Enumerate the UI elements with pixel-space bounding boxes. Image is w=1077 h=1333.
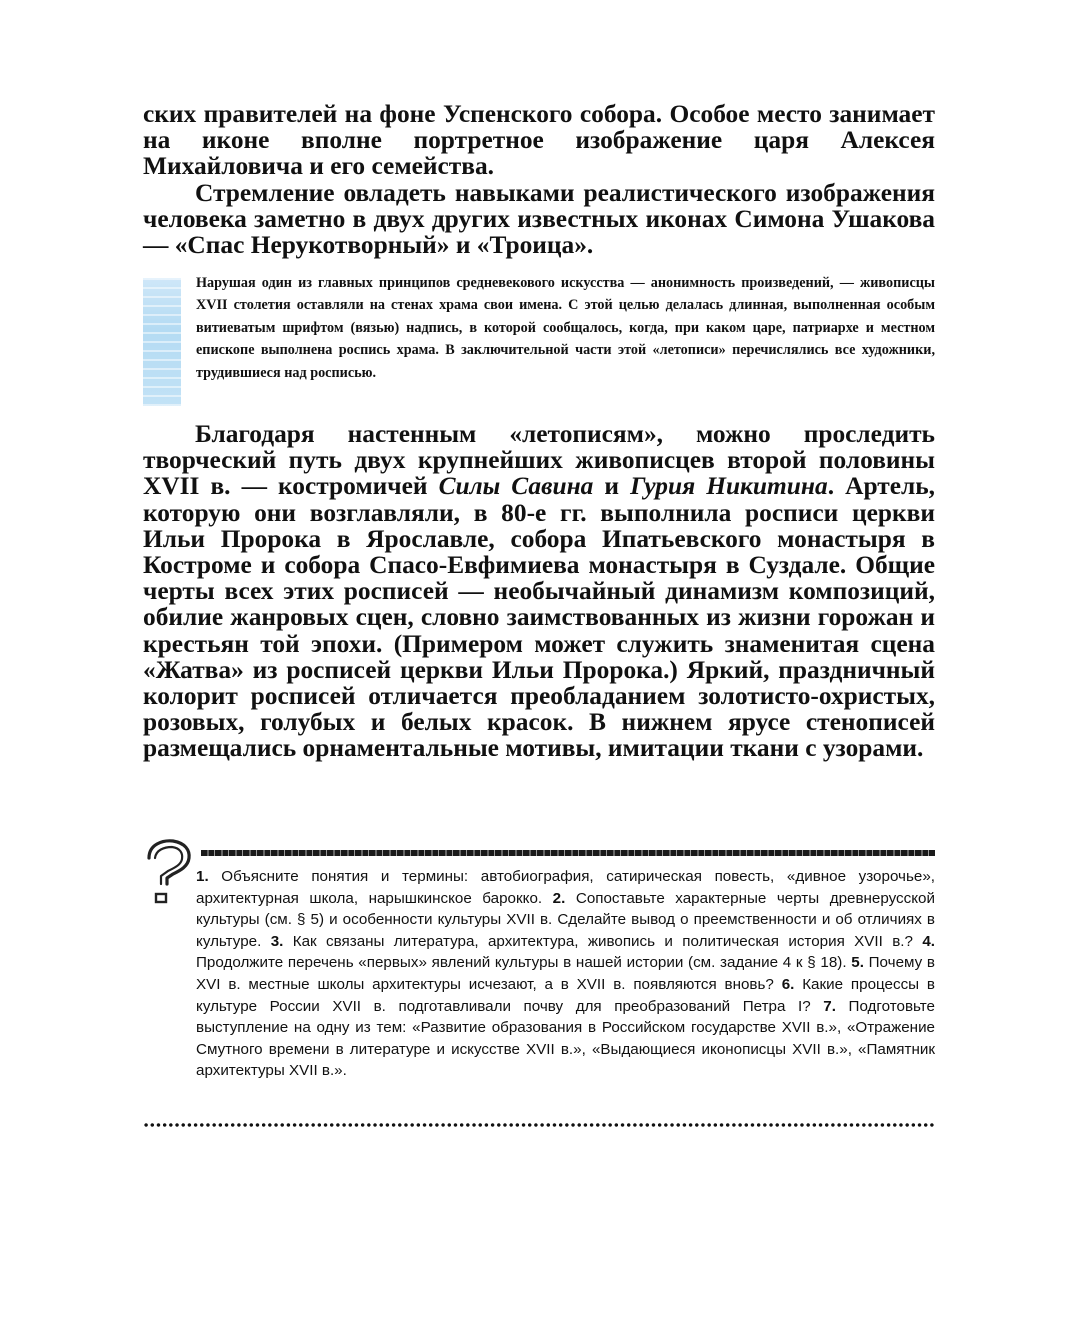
question-text: Какие процессы в культуре России XVII в. подготавливали почву для преобразований Петра I? [196,975,935,1015]
paragraph-continuation: ских правителей на фоне Успенского собора. Особое место занимает на иконе вполне портретное изображение царя Алексея Михайловича и его семейства. [143,100,935,181]
text-block-main [143,421,935,762]
note-text: Нарушая один из главных принципов средневекового искусства — анонимность произведений, — живописцы XVII столетия оставляли на стенах храма свои имена. С этой целью делалась длинная, выполненная особым витиеватым шрифтом (вязью) надпись, в которой сообщалось, когда, при каком царе, патриархе и местном епископе выполнена роспись храма. В заключительной части этой «летописи» перечислялись все художники, трудившиеся над росписью. [196,275,935,381]
painter-name-savin: Силы Савина [438,472,594,501]
question-number: 6. [781,975,795,993]
question-text: Почему в XVI в. местные школы архитектуры исчезают, а в XVII в. появляются вновь? [196,954,935,993]
question-number: 3. [270,932,284,950]
question-number: 4. [922,932,935,950]
question-text: Как связаны литература, архитектура, живопись и политическая история XVII в.? [283,932,923,950]
question-number: 7. [823,997,836,1015]
question-text: Подготовьте выступление на одну из тем: «Развитие образования в Российском государстве XVII в.», «Отражение Смутного времени в литературе и искусстве XVII в.», «Выдающиеся иконописцы XVII в.», «Памятник архитектуры XVII в.». [196,997,935,1080]
question-number: 1. [196,868,209,885]
question-number: 5. [851,954,864,972]
question-text: Продолжите перечень «первых» явлений культуры в нашей истории (см. задание 4 к § 18). [196,954,852,972]
questions-section [143,838,935,1128]
note-marker-bar [143,278,181,406]
painter-name-nikitin: Гурия Никитина [630,472,828,501]
paragraph-ushakov: Стремление овладеть навыками реалистического изображения человека заметно в двух других известных иконах Симона Ушакова — «Спас Нерукотворный» и «Троица». [143,178,935,260]
text-run: Благодаря настенным «летописям», можно проследить творческий путь двух крупнейших живописцев второй половины XVII в. — костромичей [143,420,935,501]
paragraph-chronicles [143,421,935,762]
text-run: и [593,472,631,501]
text-block-top [143,101,935,258]
question-mark-icon [143,838,193,908]
side-note [143,272,935,404]
question-text: Сопоставьте характерные черты древнерусской культуры (см. § 5) и особенности культуры XVII в. Сделайте вывод о преемственности и об отличиях в культуре. [196,889,935,950]
question-number: 2. [552,889,566,907]
questions-text [196,866,935,1082]
questions-header-rule [201,850,935,856]
dotted-footer-rule [143,1123,935,1127]
text-run: . Артель, которую они возглавляли, в 80-е гг. выполнила росписи церкви Ильи Пророка в Ярославле, собора Ипатьевского монастыря в Костроме и собора Спасо-Евфимиева монастыря в Суздале. Общие черты всех этих росписей — необычайный динамизм композиций, обилие жанровых сцен, словно заимствованных из жизни горожан и крестьян той эпохи. (Примером может служить знаменитая сцена «Жатва» из росписей церкви Ильи Пророка.) Яркий, праздничный колорит росписей отличается преобладанием золотисто-охристых, розовых, голубых и белых красок. В нижнем ярусе стенописей размещались орнаментальные мотивы, имитации ткани с узорами. [143,472,935,763]
question-text: Объясните понятия и термины: автобиография, сатирическая повесть, «дивное узорочье», архитектурная школа, нарышкинское барокко. [196,868,935,907]
